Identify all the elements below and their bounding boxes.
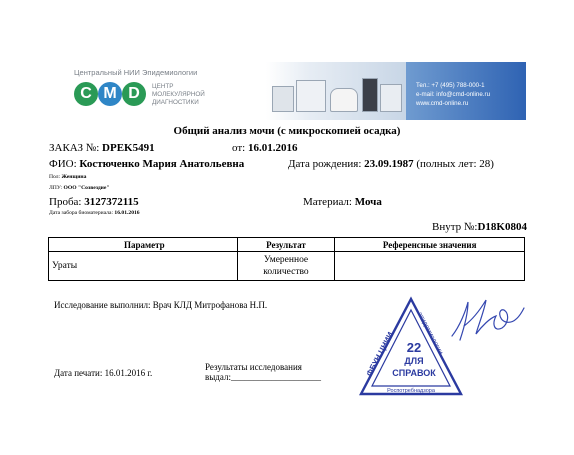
order-line	[49, 142, 155, 154]
header-result: Результат	[237, 238, 335, 252]
results-table	[48, 237, 525, 281]
logo-letter-d: D	[122, 82, 146, 106]
logo-sub-line: ЦЕНТР	[152, 83, 174, 90]
cell-reference	[335, 252, 525, 281]
internal-number-line	[432, 221, 527, 233]
contact-panel	[406, 62, 526, 120]
fio-label: ФИО:	[49, 158, 77, 170]
table-header-row	[49, 238, 525, 252]
sample-number: 3127372115	[84, 196, 139, 208]
device-shape	[362, 78, 378, 112]
dob-label: Дата рождения:	[288, 158, 362, 170]
internal-number: D18K0804	[477, 221, 527, 233]
patient-name: Костюченко Мария Анатольевна	[79, 158, 245, 170]
sample-line	[49, 196, 139, 208]
material-label: Материал:	[303, 196, 352, 208]
patient-name-line	[49, 158, 244, 170]
dob-line	[288, 158, 494, 170]
device-shape	[272, 86, 294, 112]
material-value: Моча	[354, 196, 382, 208]
contact-web: www.cmd-online.ru	[416, 100, 469, 107]
org-title: Центральный НИИ Эпидемиологии	[74, 68, 198, 77]
dob-value: 23.09.1987	[364, 158, 414, 170]
lpu-value: ООО "Созвездие"	[63, 185, 110, 191]
header-parameter: Параметр	[49, 238, 238, 252]
logo-sub-line: МОЛЕКУЛЯРНОЙ	[152, 91, 205, 98]
lpu-label: ЛПУ:	[49, 185, 63, 191]
logo-letter-m: M	[98, 82, 122, 106]
lab-equipment-image	[266, 62, 406, 120]
issued-by-line1: Результаты исследования	[205, 362, 302, 372]
stamp-left-text: ФБУН ЦНИИ	[364, 330, 396, 378]
material-line	[303, 196, 382, 208]
performed-by: Исследование выполнил: Врач КЛД Митрофанова Н.П.	[54, 300, 268, 310]
signature-icon	[446, 296, 526, 344]
contact-email: e-mail: info@cmd-online.ru	[416, 91, 491, 98]
stamp-line1: ДЛЯ	[404, 356, 424, 366]
sex-line	[49, 174, 86, 180]
age-text: (полных лет: 28)	[416, 158, 494, 170]
stamp-right-text: эпидемиологии	[416, 311, 445, 356]
collection-label: Дата забора биоматериала:	[49, 210, 114, 216]
contact-phone: Тел.: +7 (495) 788-000-1	[416, 82, 485, 89]
sex-value: Женщина	[61, 174, 87, 180]
device-shape	[330, 88, 358, 112]
order-date-label: от:	[232, 142, 246, 154]
order-label: ЗАКАЗ №:	[49, 142, 100, 154]
logo-letter-c: C	[74, 82, 98, 106]
device-shape	[380, 84, 402, 112]
device-shape	[296, 80, 326, 112]
sex-label: Пол:	[49, 174, 61, 180]
cmd-logo	[74, 82, 146, 108]
header-reference: Референсные значения	[335, 238, 525, 252]
result-line: Умеренное	[263, 255, 309, 265]
collection-date: 16.01.2016	[114, 210, 140, 216]
result-line: количество	[263, 267, 309, 277]
internal-label: Внутр №:	[432, 221, 478, 233]
collection-date-line	[49, 210, 140, 216]
order-number: DPEK5491	[102, 142, 155, 154]
lpu-line	[49, 185, 109, 191]
sample-label: Проба:	[49, 196, 82, 208]
cell-parameter: Ураты	[49, 252, 238, 281]
table-row	[49, 252, 525, 281]
order-date-line	[232, 142, 297, 154]
header-banner	[66, 62, 526, 120]
logo-subtitle	[152, 83, 205, 107]
header-logo-area	[66, 62, 266, 120]
order-date: 16.01.2016	[247, 142, 298, 154]
cell-result	[237, 252, 335, 281]
logo-sub-line: ДИАГНОСТИКИ	[152, 99, 199, 106]
stamp-bottom-text: Роспотребнадзора	[387, 388, 435, 394]
issued-by-line2: выдал:____________________	[205, 372, 321, 382]
print-date: Дата печати: 16.01.2016 г.	[54, 368, 153, 378]
stamp-line2: СПРАВОК	[392, 368, 436, 378]
stamp-number: 22	[406, 340, 422, 355]
document-title: Общий анализ мочи (с микроскопией осадка)	[173, 125, 401, 137]
